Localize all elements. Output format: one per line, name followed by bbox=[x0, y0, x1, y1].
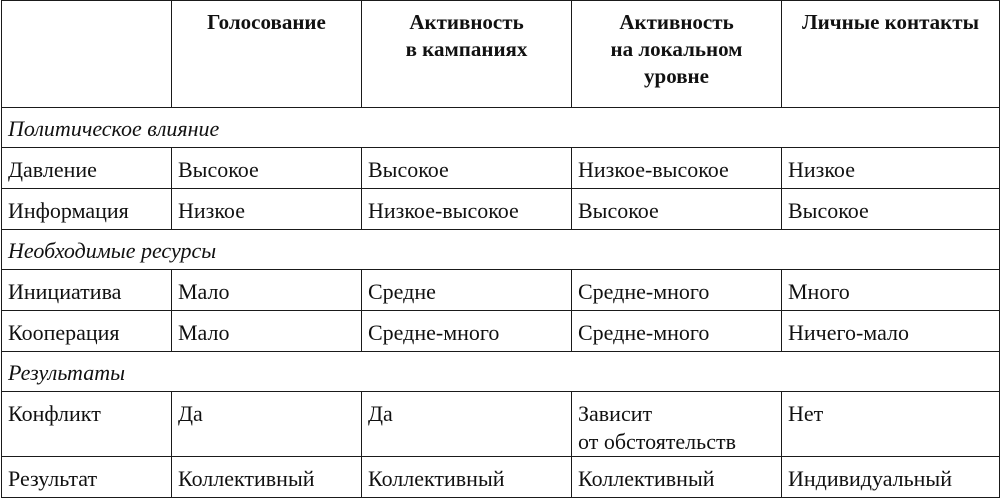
section-row-required-resources bbox=[2, 230, 1000, 270]
header-row bbox=[2, 1, 1000, 108]
table-row bbox=[2, 311, 1000, 352]
header-cell-empty bbox=[2, 1, 172, 108]
header-cell-campaign-activity bbox=[362, 1, 572, 108]
table-cell: Средне-много bbox=[572, 270, 782, 311]
table-row bbox=[2, 457, 1000, 498]
table-cell: Нет bbox=[782, 392, 1000, 457]
table-cell: Низкое-высокое bbox=[572, 148, 782, 189]
table-cell: Да bbox=[362, 392, 572, 457]
table-cell: Высокое bbox=[362, 148, 572, 189]
table-cell: Коллективный bbox=[572, 457, 782, 498]
header-cell-personal-contacts bbox=[782, 1, 1000, 108]
table-row bbox=[2, 392, 1000, 457]
row-label: Информация bbox=[2, 189, 172, 230]
cell-text-line: Голосование bbox=[207, 10, 326, 34]
table-cell: Коллективный bbox=[172, 457, 362, 498]
participation-table bbox=[1, 0, 1000, 498]
table-row bbox=[2, 189, 1000, 230]
table-cell: Средне-много bbox=[572, 311, 782, 352]
section-row-results bbox=[2, 352, 1000, 392]
row-label: Инициатива bbox=[2, 270, 172, 311]
table-row bbox=[2, 270, 1000, 311]
table-body bbox=[2, 1, 1000, 498]
table-cell: Мало bbox=[172, 270, 362, 311]
cell-text-line: на локальном bbox=[610, 37, 743, 61]
table-cell: Низкое bbox=[782, 148, 1000, 189]
cell-text-line: уровне bbox=[644, 64, 709, 88]
section-title: Результаты bbox=[2, 352, 1000, 392]
table-cell: Высокое bbox=[782, 189, 1000, 230]
table-cell: Много bbox=[782, 270, 1000, 311]
table-cell: Низкое-высокое bbox=[362, 189, 572, 230]
row-label: Давление bbox=[2, 148, 172, 189]
table-cell: Да bbox=[172, 392, 362, 457]
cell-text-line: Активность bbox=[619, 10, 734, 34]
row-label: Кооперация bbox=[2, 311, 172, 352]
table-cell: Индивидуальный bbox=[782, 457, 1000, 498]
row-label: Результат bbox=[2, 457, 172, 498]
cell-text-line: от обстоятельств bbox=[578, 429, 736, 454]
table-cell: Мало bbox=[172, 311, 362, 352]
cell-text-line: Зависит bbox=[578, 401, 653, 426]
cell-text-line: Активность bbox=[409, 10, 524, 34]
row-label: Конфликт bbox=[2, 392, 172, 457]
table-cell bbox=[572, 392, 782, 457]
table-cell: Ничего-мало bbox=[782, 311, 1000, 352]
table-cell: Высокое bbox=[572, 189, 782, 230]
table-cell: Средне bbox=[362, 270, 572, 311]
header-cell-local-activity bbox=[572, 1, 782, 108]
table-row bbox=[2, 148, 1000, 189]
section-row-political-influence bbox=[2, 108, 1000, 148]
cell-text-line: в кампаниях bbox=[405, 37, 528, 61]
table-cell: Коллективный bbox=[362, 457, 572, 498]
section-title: Политическое влияние bbox=[2, 108, 1000, 148]
cell-text-line: Личные контакты bbox=[802, 10, 979, 34]
table-cell: Низкое bbox=[172, 189, 362, 230]
table-cell: Высокое bbox=[172, 148, 362, 189]
section-title: Необходимые ресурсы bbox=[2, 230, 1000, 270]
table-cell: Средне-много bbox=[362, 311, 572, 352]
header-cell-voting bbox=[172, 1, 362, 108]
